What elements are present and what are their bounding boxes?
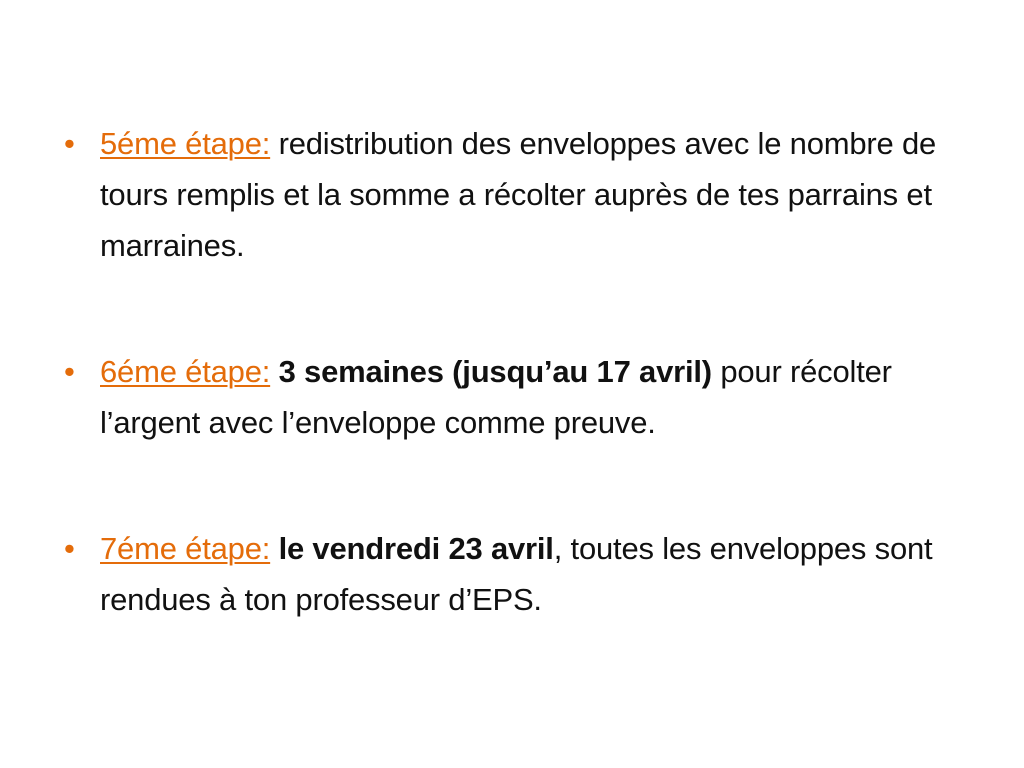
bullet-list	[64, 118, 964, 625]
step-5-label: 5éme étape:	[100, 126, 271, 161]
step-6-label: 6éme étape:	[100, 354, 271, 389]
bullet-item-step-6	[64, 346, 964, 448]
step-5-text: redistribution des enveloppes avec le nombre de tours remplis et la somme a récolter auprès de tes parrains et marraines.	[100, 126, 937, 263]
step-7-text: , toutes les enveloppes sont rendues à ton professeur d’EPS.	[100, 531, 933, 617]
bullet-item-step-7	[64, 523, 964, 625]
bullet-icon: •	[64, 531, 75, 566]
bullet-item-step-5	[64, 118, 964, 271]
step-7-label: 7éme étape:	[100, 531, 271, 566]
bullet-icon: •	[64, 126, 75, 161]
bullet-icon: •	[64, 354, 75, 389]
step-6-text: pour récolter l’argent avec l’enveloppe comme preuve.	[100, 354, 892, 440]
step-7-date: le vendredi 23 avril	[270, 531, 554, 566]
step-6-deadline: 3 semaines (jusqu’au 17 avril)	[270, 354, 712, 389]
